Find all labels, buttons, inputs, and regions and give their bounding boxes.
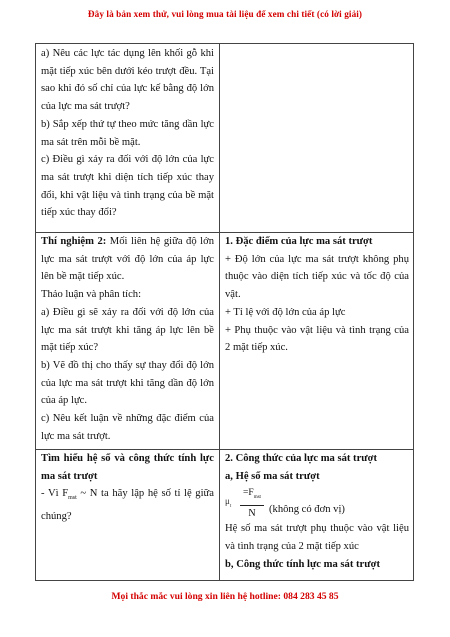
friction-characteristics-heading: 1. Đặc điểm của lực ma sát trượt: [225, 236, 373, 247]
coefficient-task-heading: Tìm hiểu hệ số và công thức tính lực ma sát trượt: [41, 453, 214, 482]
experiment-2-intro: [41, 233, 214, 286]
column-divider: [219, 44, 220, 580]
question-1b: b) Sắp xếp thứ tự theo mức tăng dần lực ma sát trên mỗi bề mặt.: [41, 118, 214, 148]
characteristic-1: + Độ lớn của lực ma sát trượt không phụ thuộc vào diện tích tiếp xúc và tốc độ của vật.: [225, 253, 409, 301]
formula-fraction: [240, 487, 264, 520]
characteristic-3: + Phụ thuộc vào vật liệu và tình trạng của 2 mặt tiếp xúc.: [225, 324, 409, 354]
fraction-bar: [240, 505, 264, 506]
formula-denominator: N: [248, 508, 256, 520]
question-2b: b) Vẽ đồ thị cho thấy sự thay đổi độ lớn của lực ma sát trượt khi tăng dần độ lớn của áp lực.: [41, 359, 214, 407]
friction-formula-heading: 2. Công thức của lực ma sát trượt: [225, 453, 378, 464]
content-table: [35, 43, 414, 581]
question-2c: c) Nêu kết luận về những đặc điểm của lực ma sát trượt.: [41, 413, 214, 442]
hotline-footer: Mọi thắc mắc vui lòng xin liên hệ hotline: 084 283 45 85: [111, 591, 339, 602]
coefficient-formula: [225, 485, 409, 520]
experiment-2-label: Thí nghiệm 2:: [41, 236, 107, 247]
row-3-left-cell: [41, 450, 214, 526]
discussion-label: Thảo luận và phân tích:: [41, 289, 142, 301]
row-2-left-cell: [41, 233, 214, 445]
row-1-left-cell: [41, 45, 214, 222]
coefficient-dependency-text: Hệ số ma sát trượt phụ thuộc vào vật liệu và tình trạng của 2 mặt tiếp xúc: [225, 523, 409, 553]
experiment-2-text: Mối liên hệ giữa độ lớn lực ma sát trượt với độ lớn của áp lực lên bề mặt tiếp xúc.: [41, 236, 214, 283]
coefficient-task-text: - Vì $F_{mst}$ ~ N ta hãy lập hệ số tỉ lệ giữa chúng?: [41, 488, 214, 523]
formula-mu: $\mu_t$: [225, 496, 232, 510]
question-1a: a) Nêu các lực tác dụng lên khối gỗ khi mặt tiếp xúc bên dưới kéo trượt đều. Tại sao khi đó số chỉ của lực kế bằng độ lớn của lực ma sát trượt?: [41, 48, 214, 113]
formula-numerator: $=F_{mst}$: [243, 488, 261, 501]
force-formula-subheading: b, Công thức tính lực ma sát trượt: [225, 558, 381, 570]
characteristic-2: + Tỉ lệ với độ lớn của áp lực: [225, 306, 346, 318]
question-2a: a) Điều gì sẽ xảy ra đối với độ lớn của lực ma sát trượt khi tăng áp lực lên bề mặt tiếp xúc?: [41, 306, 214, 354]
formula-unit-note: (không có đơn vị): [269, 504, 345, 516]
preview-banner: Đây là bản xem thử, vui lòng mua tài liệu để xem chi tiết (có lời giải): [87, 9, 363, 19]
question-1c: c) Điều gì xảy ra đối với độ lớn của lực ma sát trượt khi diện tích tiếp xúc thay đổi, khi vật liệu và tình trạng của bề mặt tiếp xúc thay đổi?: [41, 154, 214, 219]
row-2-right-cell: [225, 233, 409, 357]
row-3-right-cell: [225, 450, 409, 574]
coefficient-subheading: a, Hệ số ma sát trượt: [225, 470, 320, 482]
